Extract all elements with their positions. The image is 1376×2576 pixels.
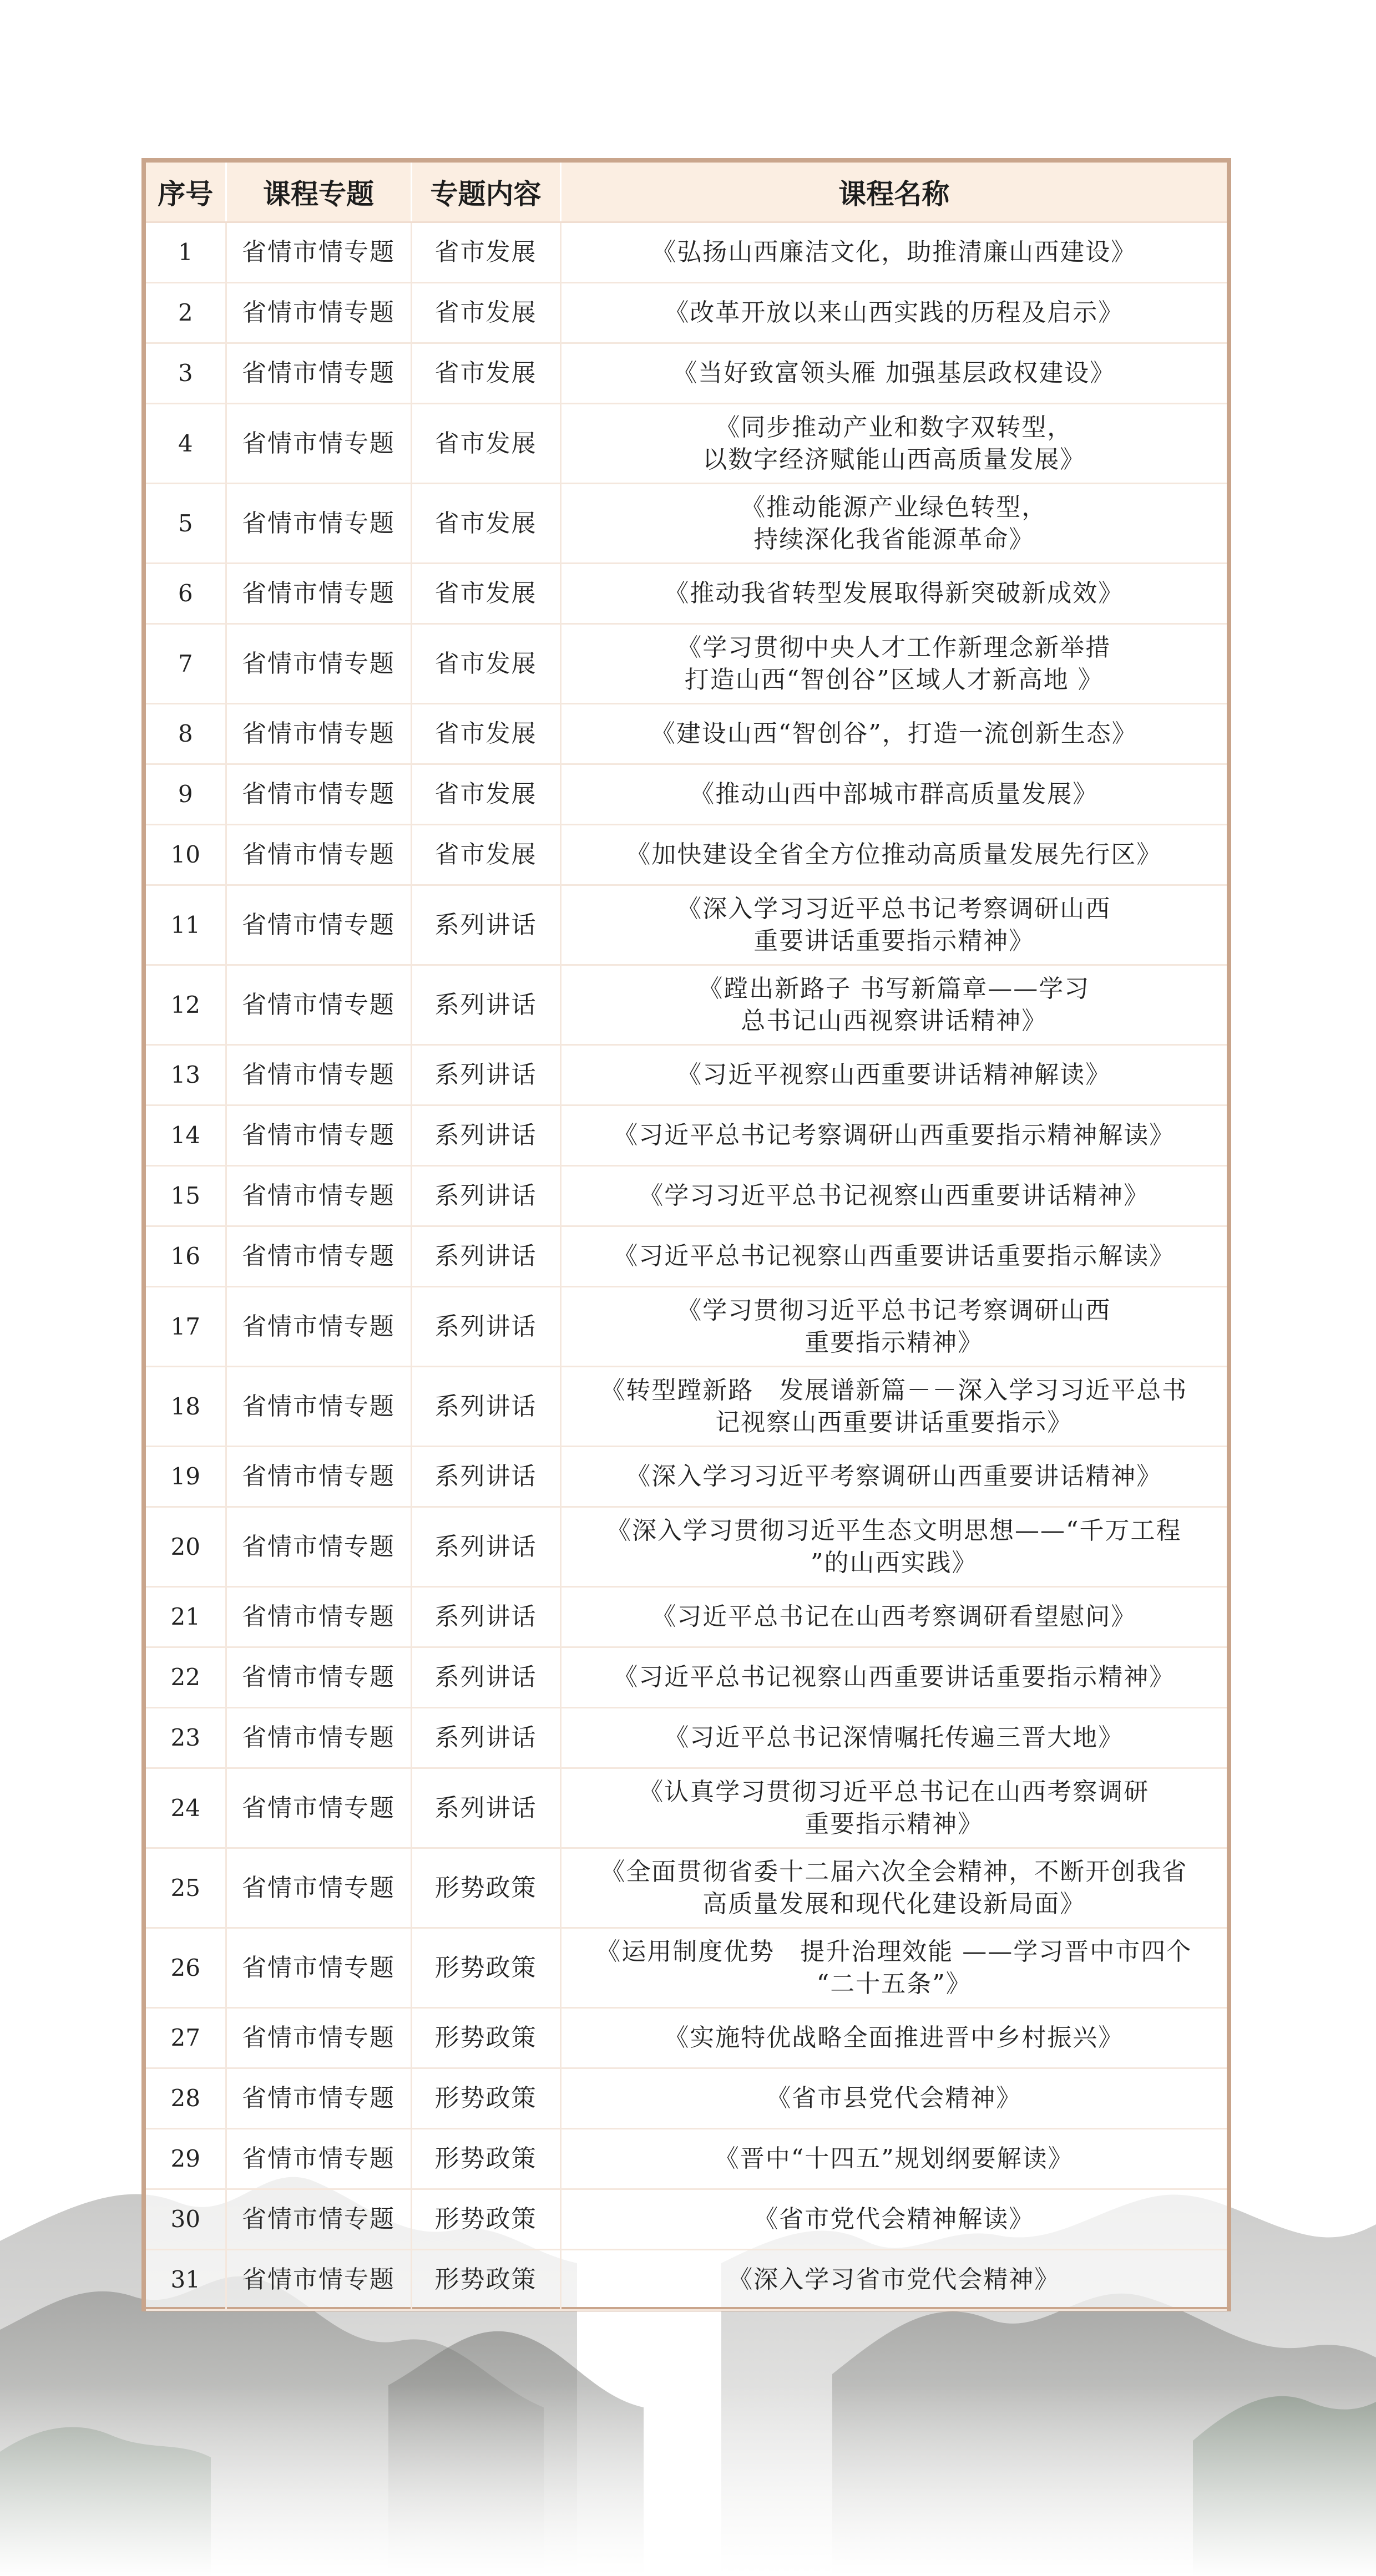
course-name-cell [560, 624, 1227, 704]
course-name-line: 《学习习近平总书记视察山西重要讲话精神》 [639, 1181, 1150, 1210]
topic-content-cell: 省市发展 [411, 484, 560, 564]
topic-content-cell: 系列讲话 [411, 1226, 560, 1287]
table-row [146, 404, 1227, 484]
topic-content-cell: 省市发展 [411, 764, 560, 825]
course-name-cell [560, 764, 1227, 825]
topic-content-cell: 系列讲话 [411, 1367, 560, 1447]
course-topic-cell: 省情市情专题 [226, 1928, 411, 2008]
course-name-cell [560, 1287, 1227, 1367]
course-name-cell [560, 564, 1227, 624]
serial-number-cell: 15 [146, 1166, 226, 1226]
course-topic-cell: 省情市情专题 [226, 1647, 411, 1708]
topic-content-cell: 省市发展 [411, 283, 560, 343]
course-table [146, 163, 1227, 2311]
course-topic-cell: 省情市情专题 [226, 283, 411, 343]
course-topic-cell: 省情市情专题 [226, 1447, 411, 1507]
table-row [146, 2008, 1227, 2068]
course-name-line: 《改革开放以来山西实践的历程及启示》 [664, 298, 1124, 327]
topic-content-cell: 系列讲话 [411, 965, 560, 1045]
serial-number-cell: 28 [146, 2068, 226, 2129]
topic-content-cell: 系列讲话 [411, 1708, 560, 1768]
table-row [146, 1367, 1227, 1447]
course-name-line: 重要指示精神》 [805, 1809, 984, 1838]
course-name-line: 《全面贯彻省委十二届六次全会精神，不断开创我省 [600, 1857, 1188, 1886]
course-name-cell [560, 1768, 1227, 1848]
topic-content-cell: 省市发展 [411, 222, 560, 283]
course-topic-cell: 省情市情专题 [226, 2189, 411, 2250]
course-name-cell [560, 1226, 1227, 1287]
course-topic-cell: 省情市情专题 [226, 1287, 411, 1367]
course-name-cell [560, 1447, 1227, 1507]
course-name-line: 《推动能源产业绿色转型， [741, 493, 1048, 521]
table-row [146, 1848, 1227, 1928]
course-name-line: 《推动我省转型发展取得新突破新成效》 [664, 579, 1124, 607]
course-name-line: 《深入学习习近平考察调研山西重要讲话精神》 [626, 1462, 1162, 1490]
topic-content-cell: 系列讲话 [411, 1287, 560, 1367]
table-row [146, 222, 1227, 283]
topic-content-cell: 系列讲话 [411, 1106, 560, 1166]
course-name-line: 高质量发展和现代化建设新局面》 [702, 1889, 1086, 1918]
course-name-line: 《转型蹚新路 发展谱新篇－－深入学习习近平总书 [600, 1376, 1188, 1404]
topic-content-cell: 省市发展 [411, 404, 560, 484]
course-name-cell [560, 343, 1227, 404]
course-name-line: 以数字经济赋能山西高质量发展》 [702, 445, 1086, 474]
table-row [146, 1287, 1227, 1367]
table-row [146, 1106, 1227, 1166]
table-row [146, 1045, 1227, 1106]
table-row [146, 624, 1227, 704]
topic-content-cell: 形势政策 [411, 2008, 560, 2068]
table-row [146, 704, 1227, 764]
course-name-cell [560, 1367, 1227, 1447]
table-row [146, 885, 1227, 965]
course-name-line: 《省市党代会精神解读》 [753, 2205, 1035, 2233]
serial-number-cell: 7 [146, 624, 226, 704]
serial-number-cell: 24 [146, 1768, 226, 1848]
course-name-line: 《同步推动产业和数字双转型， [715, 413, 1073, 442]
topic-content-cell: 系列讲话 [411, 1447, 560, 1507]
topic-content-cell: 形势政策 [411, 1848, 560, 1928]
serial-number-cell: 10 [146, 825, 226, 885]
serial-number-cell: 19 [146, 1447, 226, 1507]
serial-number-cell: 27 [146, 2008, 226, 2068]
course-topic-cell: 省情市情专题 [226, 965, 411, 1045]
table-row [146, 1226, 1227, 1287]
course-name-cell [560, 825, 1227, 885]
topic-content-cell: 省市发展 [411, 624, 560, 704]
course-name-line: 记视察山西重要讲话重要指示》 [715, 1408, 1073, 1437]
serial-number-cell: 20 [146, 1507, 226, 1587]
course-name-line: 《推动山西中部城市群高质量发展》 [690, 780, 1099, 808]
course-name-cell [560, 1166, 1227, 1226]
table-row [146, 2068, 1227, 2129]
serial-number-cell: 21 [146, 1587, 226, 1647]
table-row [146, 965, 1227, 1045]
table-row [146, 2250, 1227, 2310]
course-topic-cell: 省情市情专题 [226, 2250, 411, 2310]
table-row [146, 343, 1227, 404]
course-name-cell [560, 2129, 1227, 2189]
course-name-line: 《学习贯彻习近平总书记考察调研山西 [677, 1296, 1111, 1325]
serial-number-cell: 11 [146, 885, 226, 965]
course-topic-cell: 省情市情专题 [226, 1768, 411, 1848]
course-topic-cell: 省情市情专题 [226, 704, 411, 764]
course-name-line: 总书记山西视察讲话精神》 [741, 1006, 1048, 1035]
table-row [146, 484, 1227, 564]
course-topic-cell: 省情市情专题 [226, 885, 411, 965]
course-topic-cell: 省情市情专题 [226, 825, 411, 885]
topic-content-cell: 形势政策 [411, 1928, 560, 2008]
serial-number-cell: 17 [146, 1287, 226, 1367]
course-table-frame [141, 158, 1231, 2311]
table-row [146, 283, 1227, 343]
course-topic-cell: 省情市情专题 [226, 343, 411, 404]
course-topic-cell: 省情市情专题 [226, 2129, 411, 2189]
course-name-line: 《建设山西“智创谷”，打造一流创新生态》 [650, 719, 1137, 748]
table-row [146, 1768, 1227, 1848]
course-topic-cell: 省情市情专题 [226, 1587, 411, 1647]
course-name-cell [560, 404, 1227, 484]
table-header-row [146, 163, 1227, 222]
serial-number-cell: 13 [146, 1045, 226, 1106]
topic-content-cell: 形势政策 [411, 2250, 560, 2310]
course-name-line: 打造山西“智创谷”区域人才新高地 》 [684, 665, 1104, 694]
course-topic-cell: 省情市情专题 [226, 1106, 411, 1166]
course-topic-cell: 省情市情专题 [226, 1045, 411, 1106]
course-name-line: 《晋中“十四五”规划纲要解读》 [714, 2144, 1074, 2173]
course-topic-cell: 省情市情专题 [226, 1848, 411, 1928]
course-topic-cell: 省情市情专题 [226, 764, 411, 825]
serial-number-cell: 30 [146, 2189, 226, 2250]
topic-content-cell: 系列讲话 [411, 1507, 560, 1587]
course-name-cell [560, 1647, 1227, 1708]
course-topic-cell: 省情市情专题 [226, 1708, 411, 1768]
serial-number-cell: 16 [146, 1226, 226, 1287]
table-row [146, 2129, 1227, 2189]
serial-number-cell: 29 [146, 2129, 226, 2189]
course-name-line: 《运用制度优势 提升治理效能 ——学习晋中市四个 [596, 1937, 1192, 1966]
table-row [146, 764, 1227, 825]
serial-number-cell: 12 [146, 965, 226, 1045]
course-topic-cell: 省情市情专题 [226, 2008, 411, 2068]
topic-content-cell: 形势政策 [411, 2129, 560, 2189]
course-topic-cell: 省情市情专题 [226, 624, 411, 704]
serial-number-cell: 18 [146, 1367, 226, 1447]
serial-number-cell: 31 [146, 2250, 226, 2310]
course-name-cell [560, 704, 1227, 764]
topic-content-cell: 系列讲话 [411, 1768, 560, 1848]
course-name-line: 《习近平总书记深情嘱托传遍三晋大地》 [664, 1723, 1124, 1752]
table-row [146, 1587, 1227, 1647]
course-name-cell [560, 1045, 1227, 1106]
course-name-line: 《深入学习贯彻习近平生态文明思想——“千万工程 [606, 1516, 1182, 1545]
course-name-line: 《省市县党代会精神》 [766, 2084, 1022, 2112]
course-topic-cell: 省情市情专题 [226, 1507, 411, 1587]
course-name-line: 《习近平视察山西重要讲话精神解读》 [677, 1061, 1111, 1089]
serial-number-cell: 5 [146, 484, 226, 564]
topic-content-cell: 省市发展 [411, 343, 560, 404]
table-row [146, 1928, 1227, 2008]
header-course-topic: 课程专题 [226, 163, 411, 222]
serial-number-cell: 25 [146, 1848, 226, 1928]
course-name-cell [560, 484, 1227, 564]
topic-content-cell: 系列讲话 [411, 1045, 560, 1106]
topic-content-cell: 省市发展 [411, 825, 560, 885]
course-name-cell [560, 1106, 1227, 1166]
table-row [146, 1447, 1227, 1507]
topic-content-cell: 省市发展 [411, 564, 560, 624]
course-topic-cell: 省情市情专题 [226, 2068, 411, 2129]
course-topic-cell: 省情市情专题 [226, 484, 411, 564]
serial-number-cell: 8 [146, 704, 226, 764]
course-name-line: 重要讲话重要指示精神》 [753, 926, 1035, 955]
course-name-cell [560, 2250, 1227, 2310]
course-name-line: 重要指示精神》 [805, 1328, 984, 1357]
topic-content-cell: 系列讲话 [411, 1647, 560, 1708]
course-name-line: 持续深化我省能源革命》 [753, 525, 1035, 554]
table-row [146, 564, 1227, 624]
header-course-name: 课程名称 [560, 163, 1227, 222]
serial-number-cell: 2 [146, 283, 226, 343]
course-name-cell [560, 2189, 1227, 2250]
course-name-line: 《认真学习贯彻习近平总书记在山西考察调研 [639, 1777, 1150, 1806]
course-topic-cell: 省情市情专题 [226, 1166, 411, 1226]
course-name-line: 《习近平总书记视察山西重要讲话重要指示解读》 [613, 1242, 1175, 1270]
table-body [146, 222, 1227, 2310]
header-serial-number: 序号 [146, 163, 226, 222]
course-name-line: 《深入学习省市党代会精神》 [728, 2265, 1060, 2294]
course-topic-cell: 省情市情专题 [226, 404, 411, 484]
course-name-cell [560, 965, 1227, 1045]
course-name-cell [560, 1708, 1227, 1768]
course-name-line: 《习近平总书记视察山西重要讲话重要指示精神》 [613, 1663, 1175, 1691]
course-name-line: 《蹚出新路子 书写新篇章——学习 [698, 974, 1090, 1003]
serial-number-cell: 14 [146, 1106, 226, 1166]
course-name-cell [560, 2008, 1227, 2068]
course-name-line: 《实施特优战略全面推进晋中乡村振兴》 [664, 2024, 1124, 2052]
topic-content-cell: 省市发展 [411, 704, 560, 764]
course-name-cell [560, 1928, 1227, 2008]
course-name-cell [560, 1587, 1227, 1647]
serial-number-cell: 3 [146, 343, 226, 404]
course-name-line: 《当好致富领头雁 加强基层政权建设》 [672, 359, 1116, 387]
serial-number-cell: 23 [146, 1708, 226, 1768]
serial-number-cell: 9 [146, 764, 226, 825]
course-topic-cell: 省情市情专题 [226, 1367, 411, 1447]
course-name-cell [560, 885, 1227, 965]
table-row [146, 1708, 1227, 1768]
course-name-line: ”的山西实践》 [811, 1548, 978, 1577]
course-name-cell [560, 1507, 1227, 1587]
serial-number-cell: 6 [146, 564, 226, 624]
topic-content-cell: 形势政策 [411, 2068, 560, 2129]
serial-number-cell: 22 [146, 1647, 226, 1708]
course-name-cell [560, 2068, 1227, 2129]
table-row [146, 1166, 1227, 1226]
course-name-line: “二十五条”》 [816, 1969, 972, 1998]
course-name-cell [560, 1848, 1227, 1928]
serial-number-cell: 26 [146, 1928, 226, 2008]
table-row [146, 2189, 1227, 2250]
table-row [146, 825, 1227, 885]
topic-content-cell: 系列讲话 [411, 1166, 560, 1226]
table-row [146, 1507, 1227, 1587]
table-row [146, 1647, 1227, 1708]
course-name-cell [560, 283, 1227, 343]
topic-content-cell: 系列讲话 [411, 1587, 560, 1647]
course-name-line: 《加快建设全省全方位推动高质量发展先行区》 [626, 840, 1162, 869]
topic-content-cell: 系列讲话 [411, 885, 560, 965]
course-name-line: 《弘扬山西廉洁文化，助推清廉山西建设》 [651, 238, 1137, 266]
course-topic-cell: 省情市情专题 [226, 1226, 411, 1287]
topic-content-cell: 形势政策 [411, 2189, 560, 2250]
course-name-line: 《习近平总书记考察调研山西重要指示精神解读》 [613, 1121, 1175, 1149]
course-topic-cell: 省情市情专题 [226, 222, 411, 283]
course-name-line: 《习近平总书记在山西考察调研看望慰问》 [651, 1603, 1137, 1631]
course-name-cell [560, 222, 1227, 283]
serial-number-cell: 4 [146, 404, 226, 484]
course-name-line: 《学习贯彻中央人才工作新理念新举措 [677, 633, 1111, 662]
course-name-line: 《深入学习习近平总书记考察调研山西 [677, 894, 1111, 923]
course-topic-cell: 省情市情专题 [226, 564, 411, 624]
serial-number-cell: 1 [146, 222, 226, 283]
header-topic-content: 专题内容 [411, 163, 560, 222]
